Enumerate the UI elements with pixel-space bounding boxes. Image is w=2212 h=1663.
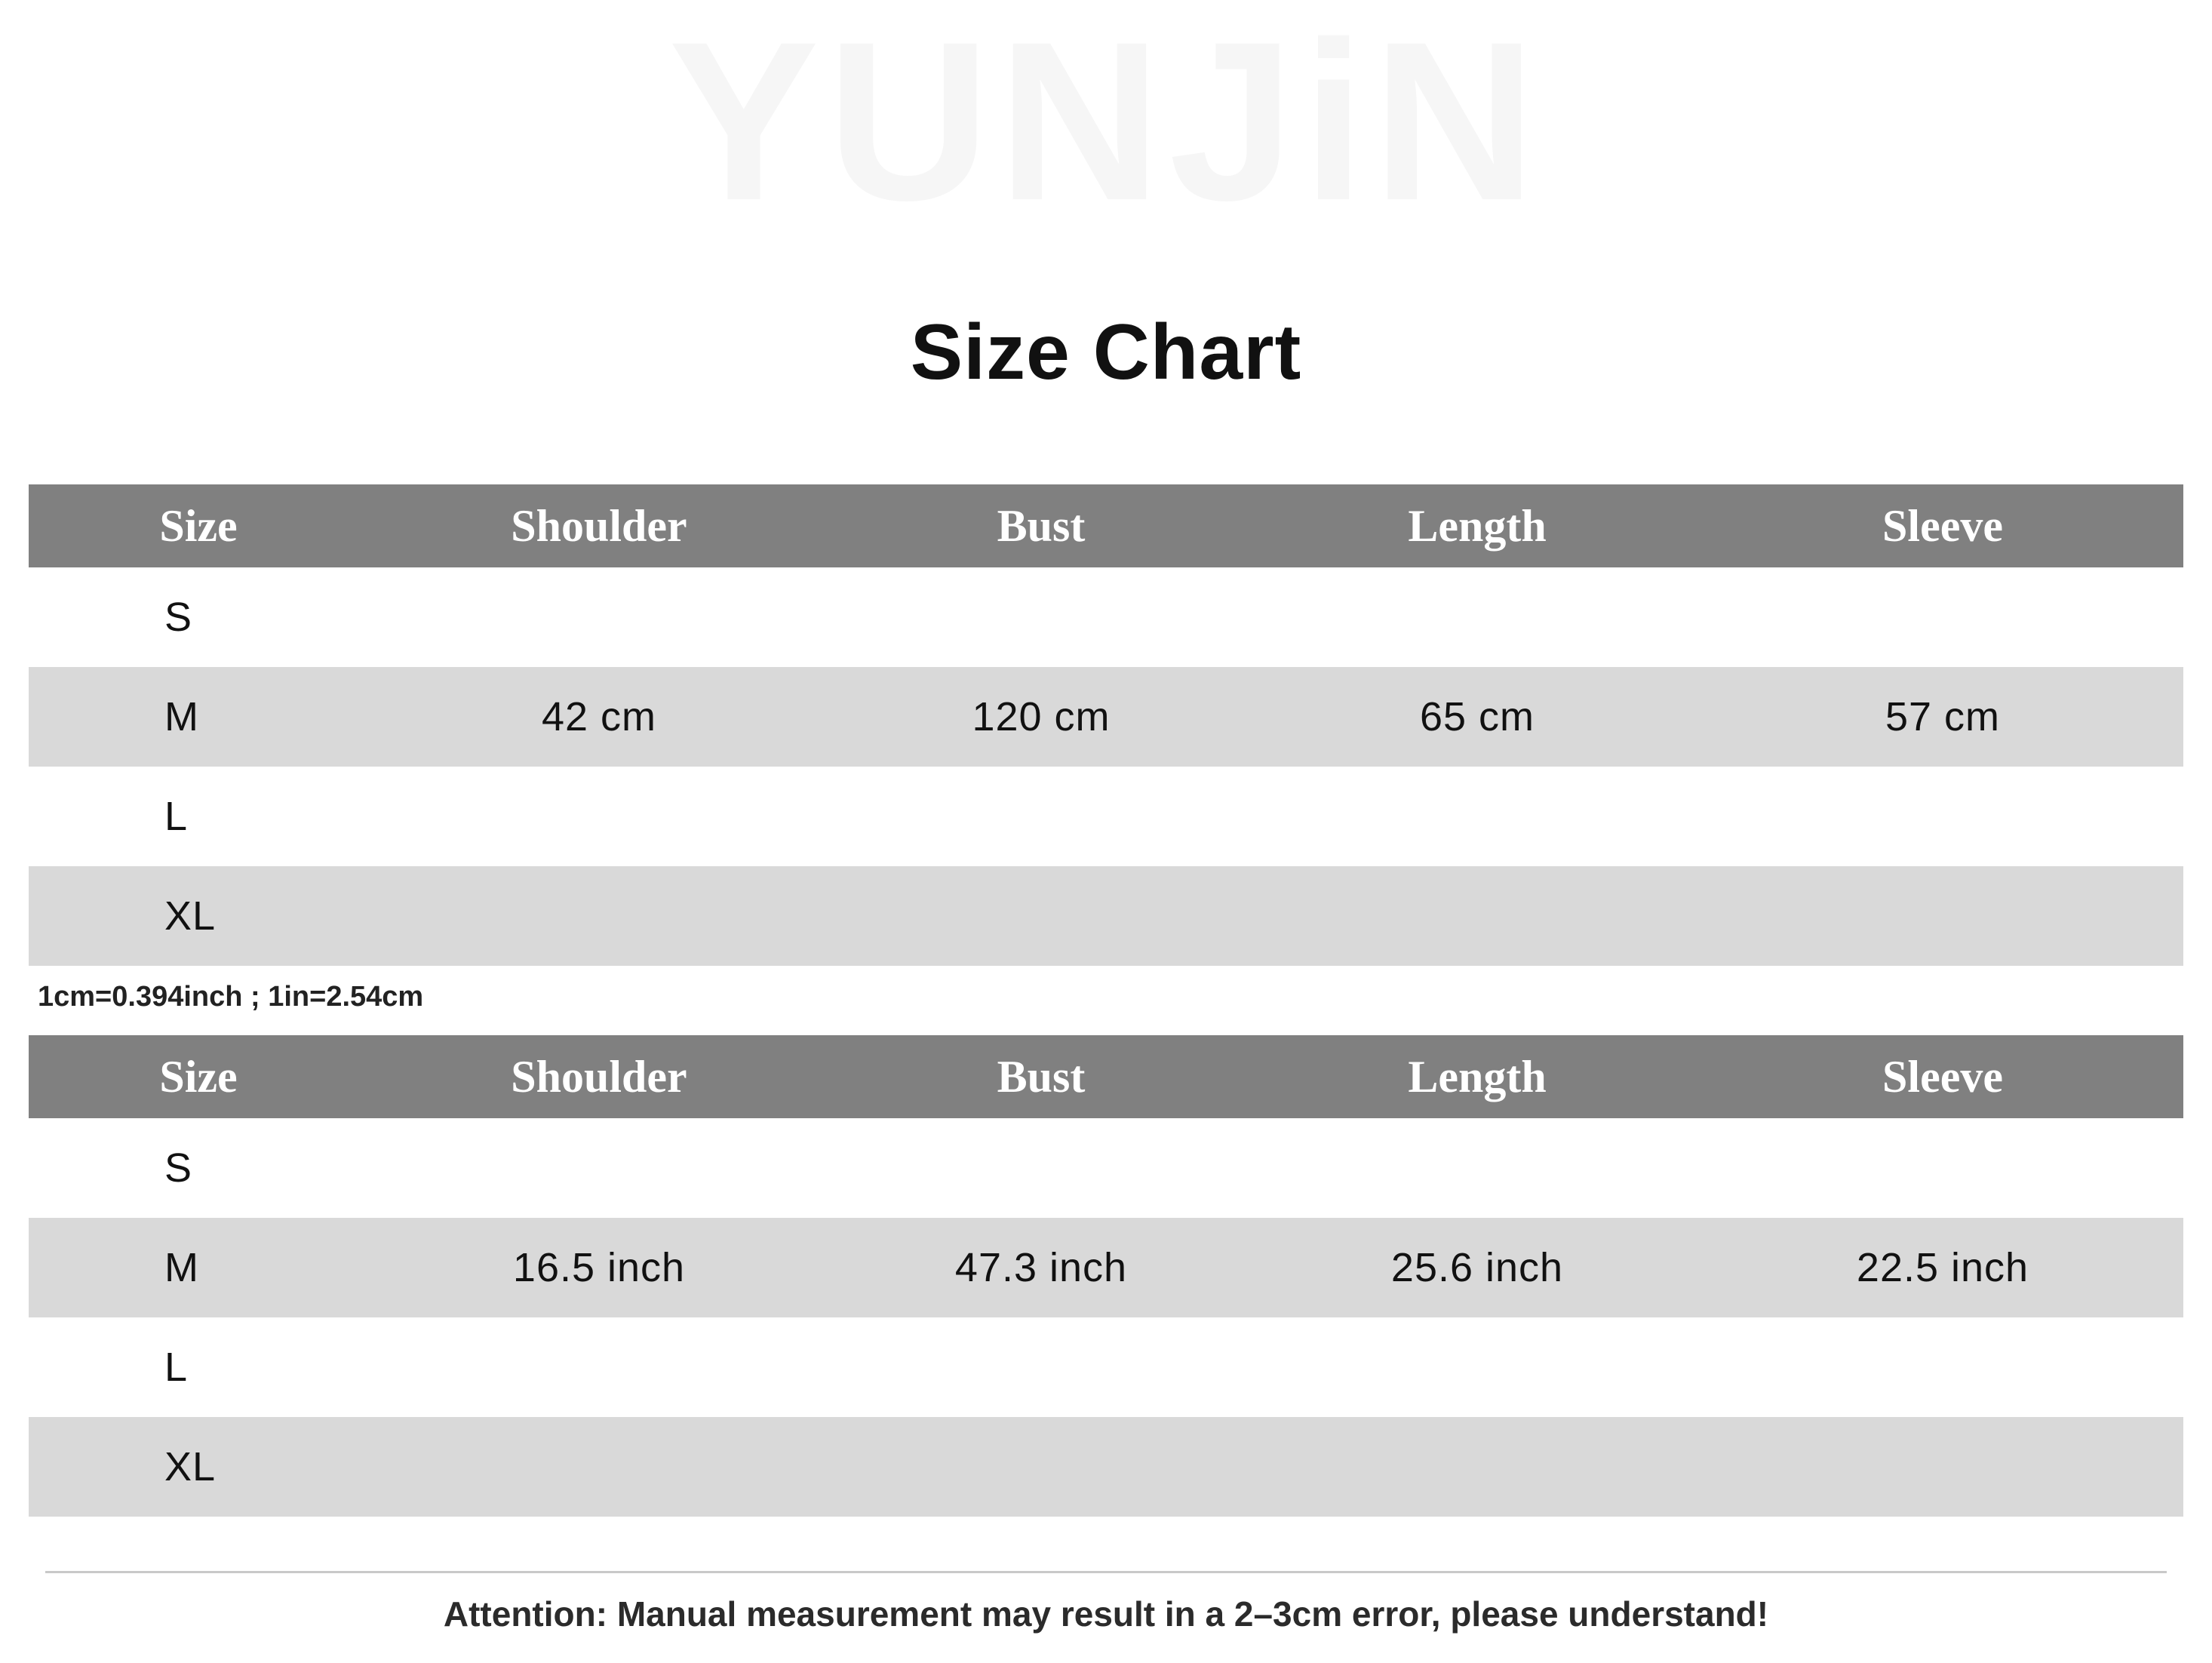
cell-size: L [29, 1317, 368, 1417]
column-header-shoulder: Shoulder [368, 1035, 830, 1118]
table-row [29, 1317, 2183, 1417]
footer-divider [45, 1571, 2167, 1573]
column-header-length: Length [1252, 484, 1702, 567]
cell-size: M [29, 1218, 368, 1317]
cell-size: M [29, 667, 368, 767]
column-header-bust: Bust [830, 484, 1252, 567]
cell-length [1252, 567, 1702, 667]
cell-shoulder [368, 866, 830, 966]
cell-size: S [29, 567, 368, 667]
column-header-size: Size [29, 1035, 368, 1118]
cell-shoulder [368, 1317, 830, 1417]
column-header-length: Length [1252, 1035, 1702, 1118]
cell-sleeve [1702, 1118, 2183, 1218]
cell-length [1252, 866, 1702, 966]
table-row [29, 1218, 2183, 1317]
cell-size: S [29, 1118, 368, 1218]
cell-shoulder [368, 567, 830, 667]
page-title: Size Chart [910, 309, 1302, 396]
cell-shoulder: 16.5 inch [368, 1218, 830, 1317]
table-row [29, 866, 2183, 966]
cell-bust [830, 1118, 1252, 1218]
cell-bust [830, 1317, 1252, 1417]
column-header-shoulder: Shoulder [368, 484, 830, 567]
table-row [29, 1417, 2183, 1517]
cell-length: 25.6 inch [1252, 1218, 1702, 1317]
cell-shoulder: 42 cm [368, 667, 830, 767]
cell-bust: 47.3 inch [830, 1218, 1252, 1317]
cell-sleeve [1702, 567, 2183, 667]
table-row [29, 767, 2183, 866]
cell-shoulder [368, 1118, 830, 1218]
size-table-inch [29, 1035, 2183, 1517]
cell-shoulder [368, 767, 830, 866]
table-header-row [29, 484, 2183, 567]
attention-note: Attention: Manual measurement may result in a 2–3cm error, please understand! [443, 1594, 1769, 1634]
table-row [29, 567, 2183, 667]
cell-bust [830, 767, 1252, 866]
cell-length [1252, 1317, 1702, 1417]
table-row [29, 667, 2183, 767]
cell-shoulder [368, 1417, 830, 1517]
cell-length [1252, 1417, 1702, 1517]
cell-length [1252, 1118, 1702, 1218]
cell-length: 65 cm [1252, 667, 1702, 767]
cell-sleeve: 22.5 inch [1702, 1218, 2183, 1317]
cell-bust [830, 1417, 1252, 1517]
size-table-cm [29, 484, 2183, 966]
column-header-sleeve: Sleeve [1702, 484, 2183, 567]
brand-watermark: YUNJiN [668, 0, 1544, 247]
cell-sleeve [1702, 767, 2183, 866]
column-header-sleeve: Sleeve [1702, 1035, 2183, 1118]
column-header-bust: Bust [830, 1035, 1252, 1118]
table-row [29, 1118, 2183, 1218]
cell-size: XL [29, 1417, 368, 1517]
cell-sleeve [1702, 866, 2183, 966]
column-header-size: Size [29, 484, 368, 567]
cell-bust [830, 866, 1252, 966]
cell-bust [830, 567, 1252, 667]
cell-sleeve [1702, 1417, 2183, 1517]
cell-sleeve [1702, 1317, 2183, 1417]
cell-size: L [29, 767, 368, 866]
cell-length [1252, 767, 1702, 866]
table-header-row [29, 1035, 2183, 1118]
cell-bust: 120 cm [830, 667, 1252, 767]
cell-sleeve: 57 cm [1702, 667, 2183, 767]
cell-size: XL [29, 866, 368, 966]
unit-conversion-note: 1cm=0.394inch ; 1in=2.54cm [38, 981, 424, 1013]
